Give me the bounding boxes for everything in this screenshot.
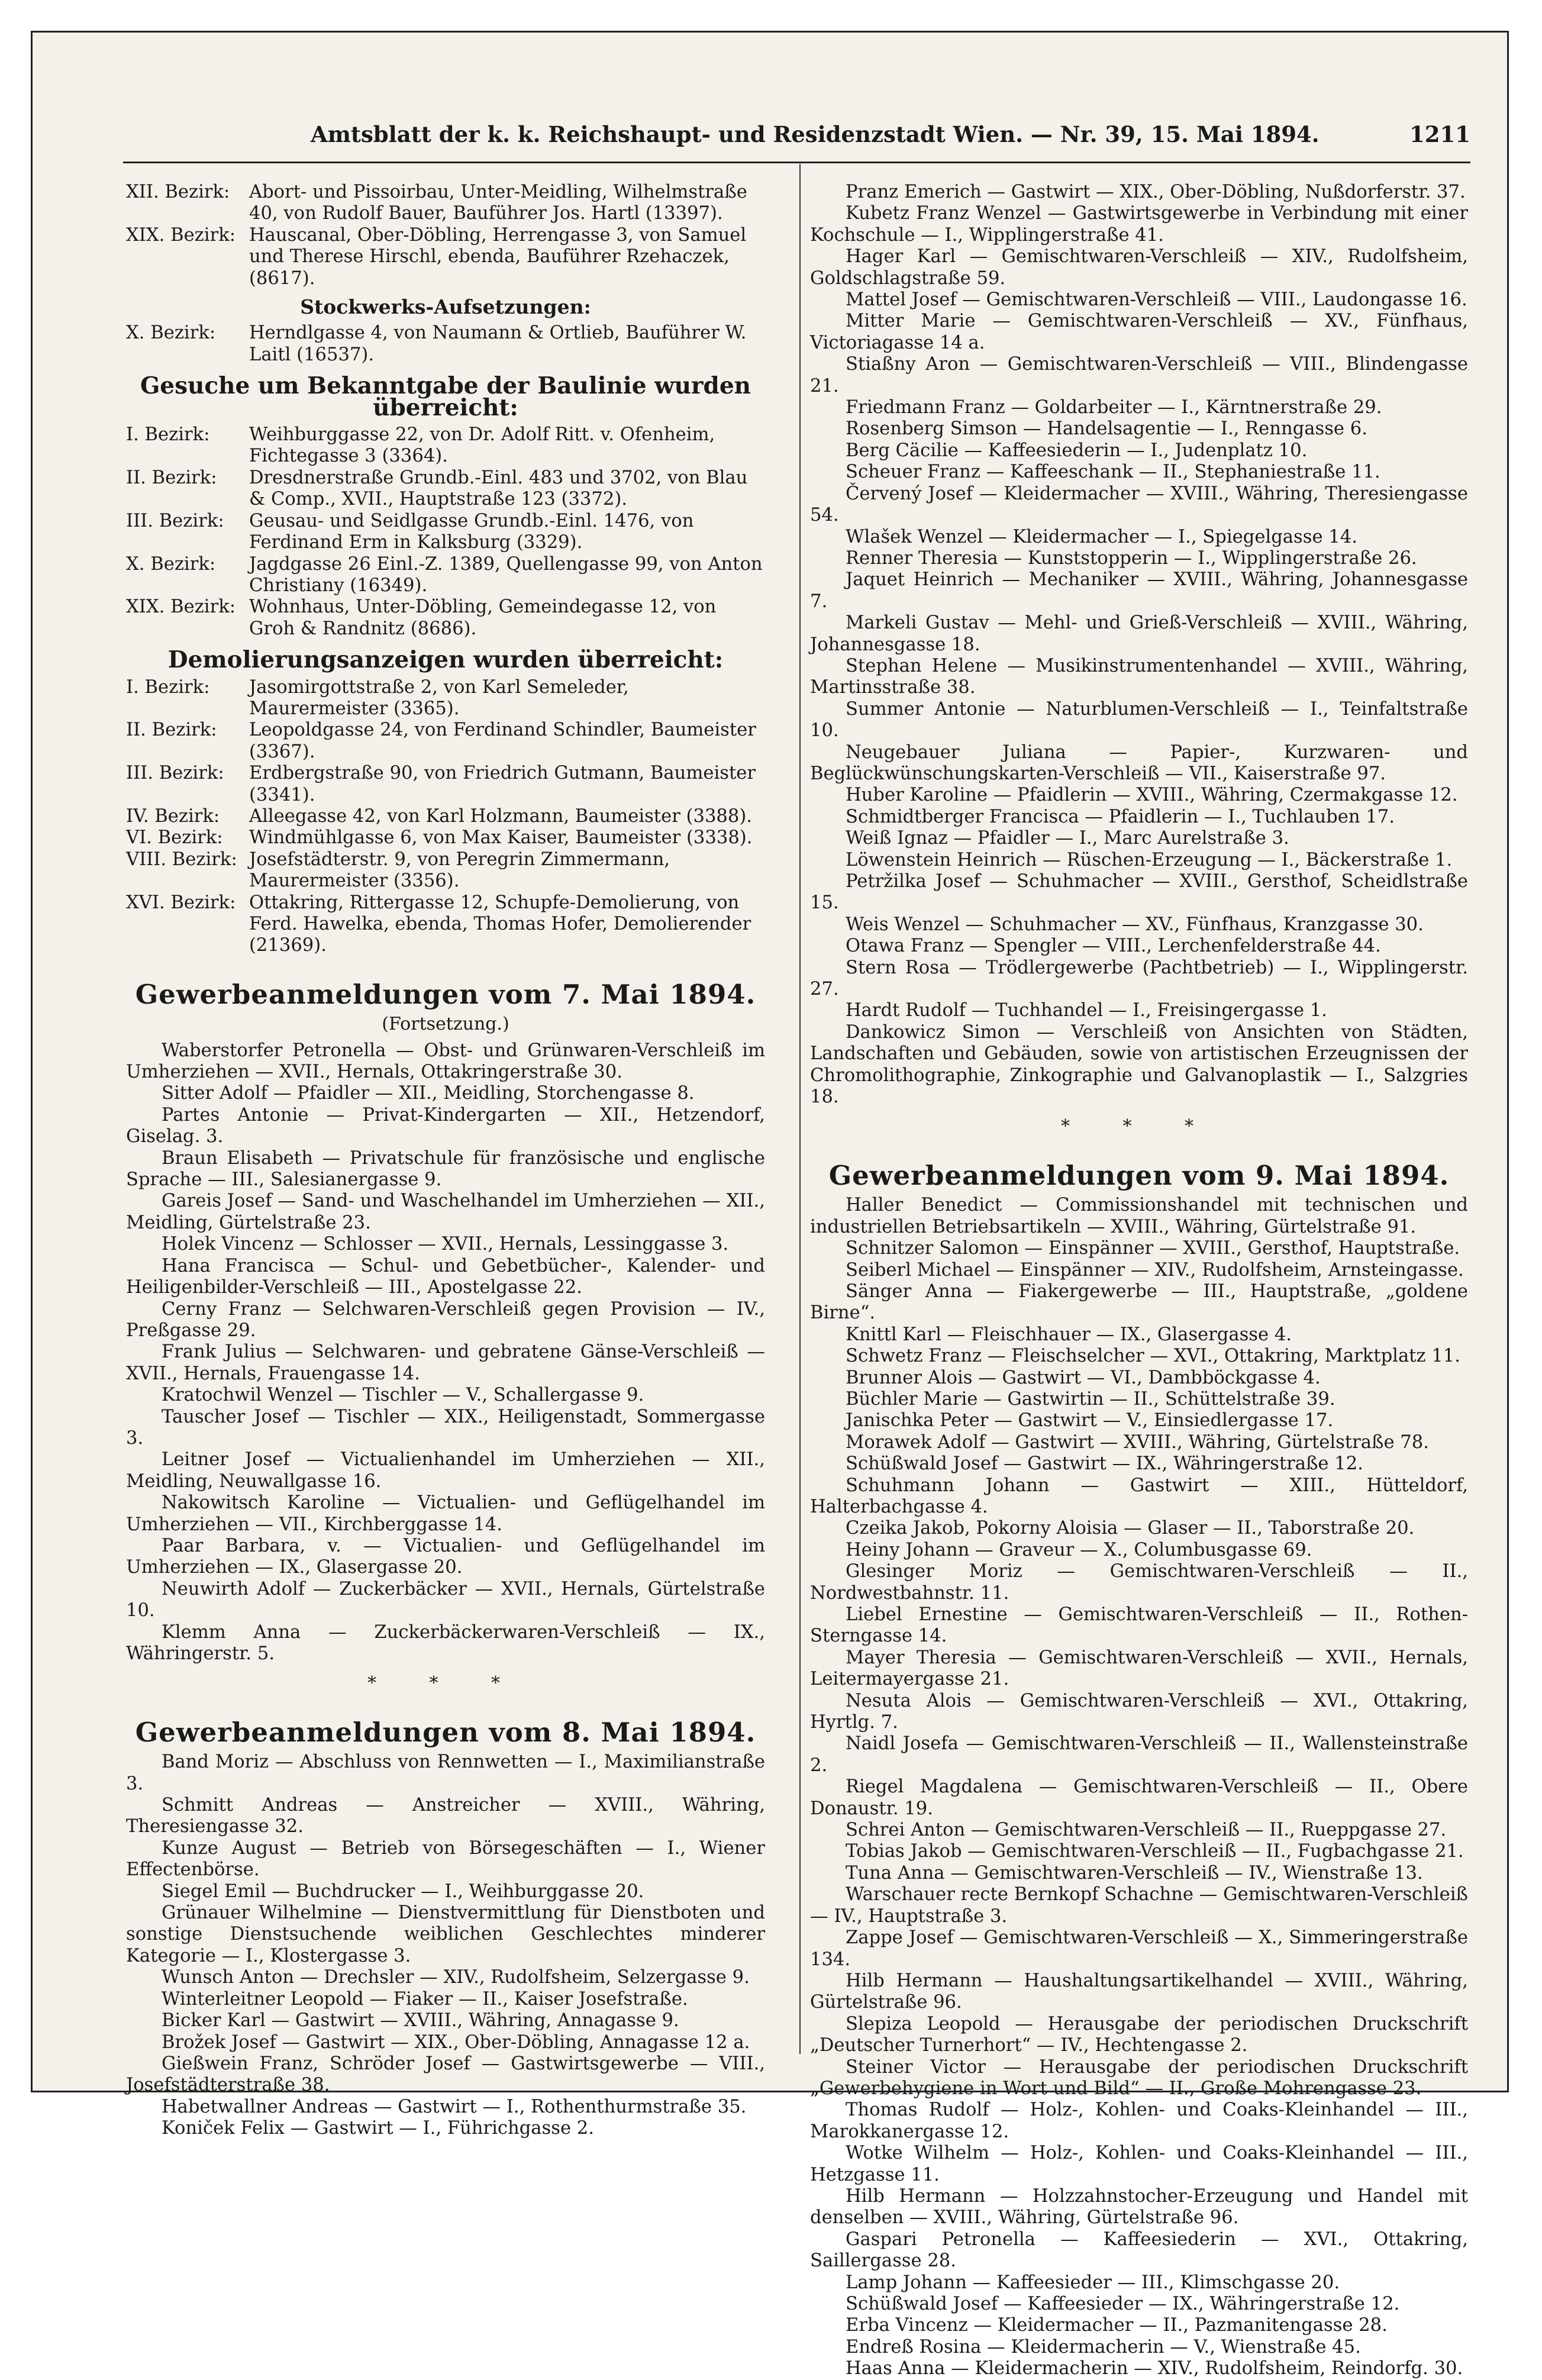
bezirk-text: Josefstädterstr. 9, von Peregrin Zimmermann, Maurermeister (3356). (249, 849, 670, 892)
entry: Červený Josef — Kleidermacher — XVIII., Währing, Theresiengasse 54. (810, 483, 1468, 526)
bezirk-entry (126, 424, 765, 467)
entry: Haller Benedict — Commissionshandel mit technischen und industriellen Betriebsartikeln — XVIII., Währing, Gürtelstraße 91. (810, 1195, 1468, 1237)
bezirk-label: I. Bezirk: (126, 424, 210, 446)
entry: Tuna Anna — Gemischtwaren-Verschleiß — IV., Wienstraße 13. (846, 1862, 1423, 1884)
separator-asterisks: * * * (1060, 1116, 1218, 1137)
entry: Weis Wenzel — Schuhmacher — XV., Fünfhaus, Kranzgasse 30. (846, 914, 1424, 935)
section-title: Gewerbeanmeldungen vom 8. Mai 1894. (135, 1716, 756, 1748)
entry: Bicker Karl — Gastwirt — XVIII., Währing, Annagasse 9. (162, 2010, 679, 2031)
bezirk-label: XIX. Bezirk: (126, 596, 236, 618)
column-divider (799, 164, 801, 2054)
bezirk-label: X. Bezirk: (126, 553, 216, 575)
bezirk-text: Erdbergstraße 90, von Friedrich Gutmann, Baumeister (3341). (249, 763, 756, 805)
bezirk-label: XIX. Bezirk: (126, 224, 236, 246)
page (31, 31, 1509, 2379)
entry: Kubetz Franz Wenzel — Gastwirtsgewerbe in Verbindung mit einer Kochschule — I., Wipplingerstraße 41. (810, 203, 1468, 246)
entry: Slepiza Leopold — Herausgabe der periodischen Druckschrift „Deutscher Turnerhort“ — IV., Hechtengasse 2. (810, 2013, 1468, 2056)
entry: Siegel Emil — Buchdrucker — I., Weihburggasse 20. (162, 1881, 644, 1902)
page-header (311, 121, 1470, 147)
bezirk-entry (126, 467, 765, 511)
bezirk-label: II. Bezirk: (126, 467, 217, 488)
bezirk-entry (126, 806, 765, 827)
entry: Weiß Ignaz — Pfaidler — I., Marc Aurelstraße 3. (846, 828, 1289, 849)
entry: Paar Barbara, v. — Victualien- und Geflügelhandel im Umherziehen — IX., Glasergasse 20. (126, 1535, 765, 1578)
entry: Mitter Marie — Gemischtwaren-Verschleiß — XV., Fünfhaus, Victoriagasse 14 a. (810, 311, 1468, 353)
entry: Waberstorfer Petronella — Obst- und Grünwaren-Verschleiß im Umherziehen — XVII., Hernals, Ottakringerstraße 30. (126, 1040, 765, 1083)
section-heading: Gesuche um Bekanntgabe der Baulinie wurden überreicht: (140, 372, 751, 421)
entry: Wunsch Anton — Drechsler — XIV., Rudolfsheim, Selzergasse 9. (162, 1967, 750, 1988)
bezirk-text: Hauscanal, Ober-Döbling, Herrengasse 3, von Samuel und Therese Hirschl, ebenda, Bauführer Rzehaczek, (8617). (249, 224, 747, 289)
entry: Büchler Marie — Gastwirtin — II., Schüttelstraße 39. (846, 1388, 1335, 1410)
header-rule (123, 162, 1470, 163)
entry: Mayer Theresia — Gemischtwaren-Verschleiß — XVII., Hernals, Leitermayergasse 21. (810, 1647, 1468, 1690)
entry: Mattel Josef — Gemischtwaren-Verschleiß — VIII., Laudongasse 16. (846, 289, 1467, 311)
entry: Schwetz Franz — Fleischselcher — XVI., Ottakring, Marktplatz 11. (846, 1346, 1460, 1367)
entry: Partes Antonie — Privat-Kindergarten — XII., Hetzendorf, Giselag. 3. (126, 1104, 765, 1147)
entry: Klemm Anna — Zuckerbäckerwaren-Verschleiß — IX., Währingerstr. 5. (126, 1621, 765, 1664)
entry: Hilb Hermann — Haushaltungsartikelhandel — XVIII., Währing, Gürtelstraße 96. (810, 1970, 1468, 2013)
bezirk-text: Jagdgasse 26 Einl.-Z. 1389, Quellengasse 99, von Anton Christiany (16349). (249, 553, 763, 596)
entry: Knittl Karl — Fleischhauer — IX., Glasergasse 4. (846, 1324, 1292, 1345)
entry: Jaquet Heinrich — Mechaniker — XVIII., Währing, Johannesgasse 7. (810, 569, 1468, 612)
entry: Gießwein Franz, Schröder Josef — Gastwirtsgewerbe — VIII., Josefstädterstraße 38. (126, 2053, 765, 2096)
entry: Lamp Johann — Kaffeesieder — III., Klimschgasse 20. (846, 2272, 1340, 2293)
entry: Pranz Emerich — Gastwirt — XIX., Ober-Döbling, Nußdorferstr. 37. (846, 182, 1466, 202)
entry: Schrei Anton — Gemischtwaren-Verschleiß — II., Rueppgasse 27. (846, 1820, 1447, 1841)
entry: Tauscher Josef — Tischler — XIX., Heiligenstadt, Sommergasse 3. (126, 1406, 765, 1449)
page-number: 1211 (1409, 121, 1470, 147)
left-column (126, 182, 765, 2140)
entry: Gareis Josef — Sand- und Waschelhandel im Umherziehen — XII., Meidling, Gürtelstraße 23. (126, 1191, 765, 1233)
entry: Schüßwald Josef — Gastwirt — IX., Währingerstraße 12. (846, 1453, 1363, 1475)
entry: Stern Rosa — Trödlergewerbe (Pachtbetrieb) — I., Wipplingerstr. 27. (810, 957, 1468, 1000)
entry: Liebel Ernestine — Gemischtwaren-Verschleiß — II., Rothen-Sterngasse 14. (810, 1604, 1468, 1647)
bezirk-entry (126, 849, 765, 892)
entry: Stiaßny Aron — Gemischtwaren-Verschleiß — VIII., Blindengasse 21. (810, 354, 1468, 396)
entry: Gaspari Petronella — Kaffeesiederin — XVI., Ottakring, Saillergasse 28. (810, 2229, 1468, 2272)
bezirk-text: Dresdnerstraße Grundb.-Einl. 483 und 3702, von Blau & Comp., XVII., Hauptstraße 123 (3372). (249, 467, 748, 510)
entry: Wotke Wilhelm — Holz-, Kohlen- und Coaks-Kleinhandel — III., Hetzgasse 11. (810, 2143, 1468, 2185)
entry: Czeika Jakob, Pokorny Aloisia — Glaser — II., Taborstraße 20. (846, 1518, 1415, 1539)
bezirk-text: Wohnhaus, Unter-Döbling, Gemeindegasse 12, von Groh & Randnitz (8686). (249, 596, 717, 639)
entry: Dankowicz Simon — Verschleiß von Ansichten von Städten, Landschaften und Gebäuden, sowie von artistischen Erzeugnissen der Chromolithographie, Zinkographie und Galvanoplastik — I., Salzgries 18. (810, 1021, 1468, 1108)
bezirk-text: Abort- und Pissoirbau, Unter-Meidling, Wilhelmstraße 40, von Rudolf Bauer, Bauführer Jos. Hartl (13397). (249, 182, 747, 224)
entry: Rosenberg Simson — Handelsagentie — I., Renngasse 6. (846, 418, 1367, 440)
entry: Koniček Felix — Gastwirt — I., Führichgasse 2. (162, 2118, 594, 2139)
entry: Nakowitsch Karoline — Victualien- und Geflügelhandel im Umherziehen — VII., Kirchberggasse 14. (126, 1492, 765, 1535)
entry: Neugebauer Juliana — Papier-, Kurzwaren- und Beglückwünschungskarten-Verschleiß — VII., Kaiserstraße 97. (810, 741, 1468, 784)
bezirk-entry (126, 596, 765, 640)
entry: Frank Julius — Selchwaren- und gebratene Gänse-Verschleiß — XVII., Hernals, Frauengasse 14. (126, 1341, 765, 1384)
bezirk-label: IV. Bezirk: (126, 805, 220, 827)
entry: Löwenstein Heinrich — Rüschen-Erzeugung — I., Bäckerstraße 1. (846, 849, 1453, 870)
entry: Huber Karoline — Pfaidlerin — XVIII., Währing, Czermakgasse 12. (846, 785, 1458, 806)
bezirk-entry (126, 323, 765, 366)
entry: Schmidtberger Francisca — Pfaidlerin — I., Tuchlauben 17. (846, 806, 1395, 827)
entry: Leitner Josef — Victualienhandel im Umherziehen — XII., Meidling, Neuwallgasse 16. (126, 1449, 765, 1492)
entry: Sitter Adolf — Pfaidler — XII., Meidling, Storchengasse 8. (162, 1083, 695, 1104)
bezirk-entry (126, 511, 765, 554)
bezirk-label: XVI. Bezirk: (126, 892, 236, 913)
entry: Grünauer Wilhelmine — Dienstvermittlung für Dienstboten und sonstige Dienstsuchende weiblichen Geschlechtes minderer Kategorie — I., Klostergasse 3. (126, 1902, 765, 1966)
bezirk-entry (126, 225, 765, 289)
entry: Summer Antonie — Naturblumen-Verschleiß — I., Teinfaltstraße 10. (810, 698, 1468, 741)
bezirk-label: X. Bezirk: (126, 323, 216, 344)
entry: Brunner Alois — Gastwirt — VI., Dambböckgasse 4. (846, 1367, 1321, 1388)
section-title: Gewerbeanmeldungen vom 9. Mai 1894. (828, 1159, 1450, 1191)
entry: Seiberl Michael — Einspänner — XIV., Rudolfsheim, Arnsteingasse. (846, 1259, 1464, 1281)
bezirk-label: VIII. Bezirk: (126, 849, 237, 870)
bezirk-label: I. Bezirk: (126, 676, 210, 698)
entry: Neuwirth Adolf — Zuckerbäcker — XVII., Hernals, Gürtelstraße 10. (126, 1578, 765, 1621)
bezirk-label: III. Bezirk: (126, 510, 224, 531)
entry: Hilb Hermann — Holzzahnstocher-Erzeugung und Handel mit denselben — XVIII., Währing, Gürtelstraße 96. (810, 2185, 1468, 2229)
bezirk-text: Windmühlgasse 6, von Max Kaiser, Baumeister (3338). (249, 827, 753, 849)
bezirk-label: II. Bezirk: (126, 720, 217, 741)
bezirk-text: Herndlgasse 4, von Naumann & Ortlieb, Bauführer W. Laitl (16537). (249, 323, 747, 365)
entry: Schuhmann Johann — Gastwirt — XIII., Hütteldorf, Halterbachgasse 4. (810, 1475, 1468, 1517)
entry: Schüßwald Josef — Kaffeesieder — IX., Währingerstraße 12. (846, 2294, 1400, 2314)
entry: Kratochwil Wenzel — Tischler — V., Schallergasse 9. (162, 1385, 644, 1406)
bezirk-text: Jasomirgottstraße 2, von Karl Semeleder, Maurermeister (3365). (249, 676, 629, 719)
section-heading: Demolierungsanzeigen wurden überreicht: (167, 646, 724, 674)
entry: Naidl Josefa — Gemischtwaren-Verschleiß — II., Wallensteinstraße 2. (810, 1733, 1468, 1776)
entry: Habetwallner Andreas — Gastwirt — I., Rothenthurmstraße 35. (162, 2096, 747, 2117)
entry: Wlašek Wenzel — Kleidermacher — I., Spiegelgasse 14. (846, 526, 1357, 547)
entry: Tobias Jakob — Gemischtwaren-Verschleiß — II., Fugbachgasse 21. (846, 1841, 1464, 1862)
entry: Endreß Rosina — Kleidermacherin — V., Wienstraße 45. (846, 2336, 1361, 2358)
separator-asterisks: * * * (367, 1673, 524, 1694)
entry: Sänger Anna — Fiakergewerbe — III., Hauptstraße, „goldene Birne“. (810, 1281, 1468, 1324)
header-title: Amtsblatt der k. k. Reichshaupt- und Residenzstadt Wien. — Nr. 39, 15. Mai 1894. (311, 121, 1320, 147)
bezirk-entry (126, 182, 765, 225)
entry: Heiny Johann — Graveur — X., Columbusgasse 69. (846, 1539, 1312, 1560)
section-title: Gewerbeanmeldungen vom 7. Mai 1894. (135, 978, 756, 1010)
entry: Schnitzer Salomon — Einspänner — XVIII., Gersthof, Hauptstraße. (846, 1238, 1460, 1259)
entry: Renner Theresia — Kunststopperin — I., Wipplingerstraße 26. (846, 547, 1417, 569)
entry: Erba Vincenz — Kleidermacher — II., Pazmanitengasse 28. (846, 2315, 1388, 2336)
entry: Stephan Helene — Musikinstrumentenhandel — XVIII., Währing, Martinsstraße 38. (810, 655, 1468, 698)
entry: Hardt Rudolf — Tuchhandel — I., Freisingergasse 1. (846, 1000, 1327, 1021)
bezirk-entry (126, 892, 765, 957)
entry: Markeli Gustav — Mehl- und Grieß-Verschleiß — XVIII., Währing, Johannesgasse 18. (810, 612, 1468, 655)
entry: Braun Elisabeth — Privatschule für französische und englische Sprache — III., Salesianergasse 9. (126, 1147, 765, 1191)
entry: Janischka Peter — Gastwirt — V., Einsiedlergasse 17. (846, 1410, 1334, 1431)
bezirk-text: Leopoldgasse 24, von Ferdinand Schindler, Baumeister (3367). (249, 720, 756, 762)
bezirk-entry (126, 763, 765, 806)
bezirk-entry (126, 720, 765, 763)
bezirk-entry (126, 827, 765, 849)
entry: Riegel Magdalena — Gemischtwaren-Verschleiß — II., Obere Donaustr. 19. (810, 1776, 1468, 1819)
bezirk-entry (126, 554, 765, 597)
entry: Otawa Franz — Spengler — VIII., Lerchenfelderstraße 44. (846, 936, 1381, 957)
bezirk-text: Geusau- und Seidlgasse Grundb.-Einl. 1476, von Ferdinand Erm in Kalksburg (3329). (249, 510, 694, 553)
entry: Friedmann Franz — Goldarbeiter — I., Kärntnerstraße 29. (846, 397, 1382, 418)
entry: Morawek Adolf — Gastwirt — XVIII., Währing, Gürtelstraße 78. (846, 1431, 1429, 1453)
bezirk-text: Alleegasse 42, von Karl Holzmann, Baumeister (3388). (249, 805, 753, 827)
entry: Scheuer Franz — Kaffeeschank — II., Stephaniestraße 11. (846, 462, 1380, 483)
subheading: Stockwerks-Aufsetzungen: (300, 295, 591, 319)
entry: Hana Francisca — Schul- und Gebetbücher-, Kalender- und Heiligenbilder-Verschleiß — III., Apostelgasse 22. (126, 1255, 765, 1298)
entry: Thomas Rudolf — Holz-, Kohlen- und Coaks-Kleinhandel — III., Marokkanergasse 12. (810, 2100, 1468, 2142)
bezirk-label: XII. Bezirk: (126, 182, 230, 202)
entry: Warschauer recte Bernkopf Schachne — Gemischtwaren-Verschleiß — IV., Hauptstraße 3. (810, 1884, 1468, 1927)
entry: Haas Anna — Kleidermacherin — XIV., Rudolfsheim, Reindorfg. 30. (846, 2358, 1463, 2379)
entry: Winterleitner Leopold — Fiaker — II., Kaiser Josefstraße. (162, 1988, 688, 2010)
right-column (810, 182, 1468, 2380)
bezirk-text: Weihburggasse 22, von Dr. Adolf Ritt. v. Ofenheim, Fichtegasse 3 (3364). (249, 424, 715, 467)
entry: Glesinger Moriz — Gemischtwaren-Verschleiß — II., Nordwestbahnstr. 11. (810, 1561, 1468, 1604)
bezirk-label: VI. Bezirk: (126, 827, 223, 849)
section-note: (Fortsetzung.) (382, 1014, 509, 1035)
entry: Petržilka Josef — Schuhmacher — XVIII., Gersthof, Scheidlstraße 15. (810, 871, 1468, 914)
bezirk-label: III. Bezirk: (126, 763, 224, 784)
entry: Steiner Victor — Herausgabe der periodischen Druckschrift „Gewerbehygiene in Wort und Bild“ — II., Große Mohrengasse 23. (810, 2056, 1468, 2099)
entry: Hager Karl — Gemischtwaren-Verschleiß — XIV., Rudolfsheim, Goldschlagstraße 59. (810, 246, 1468, 289)
entry: Holek Vincenz — Schlosser — XVII., Hernals, Lessinggasse 3. (162, 1234, 729, 1255)
entry: Kunze August — Betrieb von Börsegeschäften — I., Wiener Effectenbörse. (126, 1837, 765, 1881)
bezirk-text: Ottakring, Rittergasse 12, Schupfe-Demolierung, von Ferd. Hawelka, ebenda, Thomas Hofer, Demolierender (21369). (249, 892, 751, 956)
entry: Brožek Josef — Gastwirt — XIX., Ober-Döbling, Annagasse 12 a. (162, 2031, 750, 2053)
entry: Schmitt Andreas — Anstreicher — XVIII., Währing, Theresiengasse 32. (126, 1795, 765, 1837)
entry: Nesuta Alois — Gemischtwaren-Verschleiß — XVI., Ottakring, Hyrtlg. 7. (810, 1690, 1468, 1733)
entry: Zappe Josef — Gemischtwaren-Verschleiß — X., Simmeringerstraße 134. (810, 1927, 1468, 1970)
entry: Berg Cäcilie — Kaffeesiederin — I., Judenplatz 10. (846, 440, 1308, 461)
entry: Cerny Franz — Selchwaren-Verschleiß gegen Provision — IV., Preßgasse 29. (126, 1298, 765, 1341)
bezirk-entry (126, 677, 765, 720)
entry: Band Moriz — Abschluss von Rennwetten — I., Maximilianstraße 3. (126, 1752, 765, 1794)
